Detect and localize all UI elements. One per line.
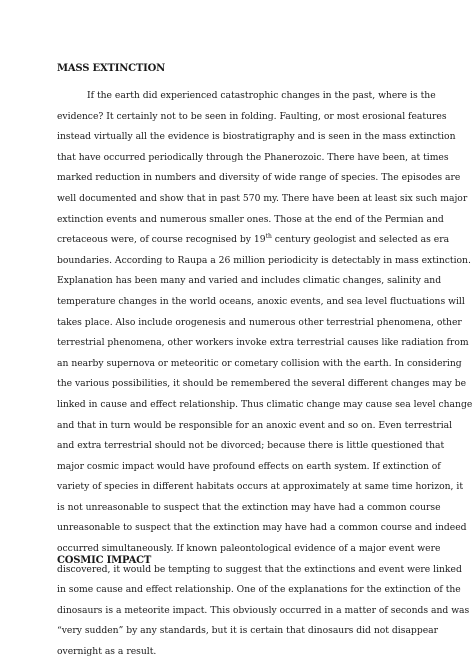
section-heading-mass-extinction: MASS EXTINCTION (57, 63, 166, 74)
line-text-after-superscript: century geologist and selected as era (271, 234, 450, 246)
mass-extinction-paragraph (57, 86, 473, 663)
paragraph-line: and that in turn would be responsible for an anoxic event and so on. Even terrestrial (57, 419, 453, 431)
paragraph-line: linked in cause and effect relationship. Thus climatic change may cause sea level change (57, 398, 473, 410)
paragraph-line: terrestrial phenomena, other workers invoke extra terrestrial causes like radiation from (57, 337, 469, 349)
line-text-before-superscript: cretaceous were, of course recognised by 19 (57, 234, 266, 246)
section-heading-cosmic-impact: COSMIC IMPACT (57, 555, 152, 566)
paragraph-line: “very sudden” by any standards, but it is certain that dinosaurs did not disappear (57, 625, 439, 637)
paragraph-line: overnight as a result. (57, 646, 157, 658)
paragraph-line: boundaries. According to Raupa a 26 million periodicity is detectably in mass extinction. (57, 254, 471, 266)
paragraph-line: variety of species in different habitats occurs at approximately at same time horizon, it (57, 481, 464, 493)
paragraph-line: marked reduction in numbers and diversity of wide range of species. The episodes are (57, 172, 461, 184)
paragraph-line: major cosmic impact would have profound effects on earth system. If extinction of (57, 460, 441, 472)
paragraph-line: instead virtually all the evidence is biostratigraphy and is seen in the mass extinction (57, 131, 456, 143)
paragraph-line (57, 230, 450, 251)
paragraph-line: evidence? It certainly not to be seen in folding. Faulting, or most erosional features (57, 110, 447, 122)
paragraph-line: well documented and show that in past 570 my. There have been at least six such major (57, 192, 468, 204)
paragraph-line: discovered, it would be tempting to suggest that the extinctions and event were linked (57, 563, 462, 575)
paragraph-line: dinosaurs is a meteorite impact. This obviously occurred in a matter of seconds and was (57, 604, 470, 616)
paragraph-line: extinction events and numerous smaller ones. Those at the end of the Permian and (57, 213, 444, 225)
ordinal-superscript: th (265, 233, 272, 241)
paragraph-line: that have occurred periodically through the Phanerozoic. There have been, at times (57, 151, 449, 163)
paragraph-line: unreasonable to suspect that the extinction may have had a common course and indeed (57, 522, 467, 534)
paragraph-line: is not unreasonable to suspect that the extinction may have had a common course (57, 501, 441, 513)
paragraph-line: temperature changes in the world oceans, anoxic events, and sea level fluctuations will (57, 295, 465, 307)
paragraph-line: in some cause and effect relationship. One of the explanations for the extinction of the (57, 584, 461, 596)
paragraph-line: the various possibilities, it should be remembered the several different changes may be (57, 378, 467, 390)
paragraph-line: an nearby supernova or meteoritic or cometary collision with the earth. In considering (57, 357, 462, 369)
paragraph-line: Explanation has been many and varied and includes climatic changes, salinity and (57, 275, 442, 287)
paragraph-line: If the earth did experienced catastrophic changes in the past, where is the (87, 90, 436, 101)
paragraph-line: occurred simultaneously. If known paleontological evidence of a major event were (57, 543, 441, 555)
paragraph-line: and extra terrestrial should not be divorced; because there is little questioned that (57, 440, 445, 452)
paragraph-line: takes place. Also include orogenesis and numerous other terrestrial phenomena, other (57, 316, 462, 328)
